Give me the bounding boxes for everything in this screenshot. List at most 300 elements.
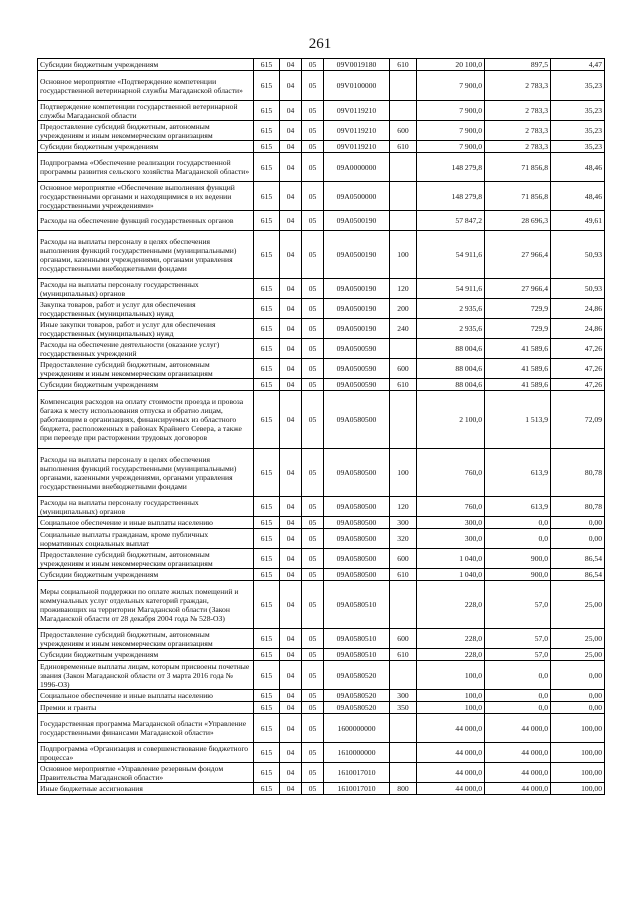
table-row	[38, 101, 605, 121]
row-name: Подпрограмма «Обеспечение реализации государственной программы развития сельского хозяйства Магаданской области»	[38, 153, 254, 182]
row-name: Субсидии бюджетным учреждениям	[38, 569, 254, 581]
target-article-code: 09А0580520	[324, 661, 390, 690]
planned-amount: 54 911,6	[417, 279, 485, 299]
execution-percent: 48,46	[551, 182, 605, 211]
planned-amount: 44 000,0	[417, 783, 485, 795]
planned-amount: 1 040,0	[417, 569, 485, 581]
row-name: Предоставление субсидий бюджетным, автономным учреждениям и иным некоммерческим организациям	[38, 121, 254, 141]
expense-type-code: 610	[390, 379, 417, 391]
row-name: Иные бюджетные ассигнования	[38, 783, 254, 795]
row-name: Основное мероприятие «Обеспечение выполнения функций государственными органами и находящимися в их ведении государственными учреждениями»	[38, 182, 254, 211]
planned-amount: 1 040,0	[417, 549, 485, 569]
section-code: 04	[280, 569, 302, 581]
subsection-code: 05	[302, 101, 324, 121]
expense-type-code: 600	[390, 629, 417, 649]
execution-percent: 35,23	[551, 121, 605, 141]
subsection-code: 05	[302, 497, 324, 517]
planned-amount: 228,0	[417, 649, 485, 661]
expense-type-code: 240	[390, 319, 417, 339]
target-article-code: 09А0580510	[324, 649, 390, 661]
expense-type-code: 610	[390, 649, 417, 661]
row-name: Расходы на обеспечение функций государственных органов	[38, 211, 254, 231]
executed-amount: 27 966,4	[485, 279, 551, 299]
table-row	[38, 449, 605, 497]
execution-percent: 0,00	[551, 702, 605, 714]
subsection-code: 05	[302, 449, 324, 497]
subsection-code: 05	[302, 763, 324, 783]
target-article-code: 09V0119210	[324, 121, 390, 141]
section-code: 04	[280, 279, 302, 299]
executed-amount: 2 783,3	[485, 141, 551, 153]
subsection-code: 05	[302, 391, 324, 449]
execution-percent: 86,54	[551, 549, 605, 569]
row-name: Расходы на обеспечение деятельности (оказание услуг) государственных учреждений	[38, 339, 254, 359]
execution-percent: 24,86	[551, 319, 605, 339]
ministry-code: 615	[254, 783, 280, 795]
subsection-code: 05	[302, 581, 324, 629]
table-row	[38, 714, 605, 743]
executed-amount: 41 589,6	[485, 379, 551, 391]
planned-amount: 100,0	[417, 702, 485, 714]
expense-type-code: 300	[390, 690, 417, 702]
table-row	[38, 182, 605, 211]
executed-amount: 44 000,0	[485, 763, 551, 783]
ministry-code: 615	[254, 71, 280, 101]
row-name: Субсидии бюджетным учреждениям	[38, 379, 254, 391]
ministry-code: 615	[254, 279, 280, 299]
table-row	[38, 153, 605, 182]
subsection-code: 05	[302, 299, 324, 319]
row-name: Предоставление субсидий бюджетным, автономным учреждениям и иным некоммерческим организациям	[38, 629, 254, 649]
row-name: Меры социальной поддержки по оплате жилых помещений и коммунальных услуг отдельных категорий граждан, проживающих на территории Магаданской области (Закон Магаданской области от 28 декабря 2004 года № 528-ОЗ)	[38, 581, 254, 629]
execution-percent: 80,78	[551, 497, 605, 517]
section-code: 04	[280, 517, 302, 529]
row-name: Социальное обеспечение и иные выплаты населению	[38, 517, 254, 529]
target-article-code: 09А0500190	[324, 319, 390, 339]
row-name: Расходы на выплаты персоналу государственных (муниципальных) органов	[38, 279, 254, 299]
execution-percent: 80,78	[551, 449, 605, 497]
target-article-code: 09А0580500	[324, 549, 390, 569]
table-row	[38, 391, 605, 449]
target-article-code: 09А0580510	[324, 581, 390, 629]
execution-percent: 47,26	[551, 379, 605, 391]
row-name: Расходы на выплаты персоналу в целях обеспечения выполнения функций государственными (муниципальными) органами, казенными учреждениями, органами управления государственными внебюджетными фондами	[38, 449, 254, 497]
planned-amount: 44 000,0	[417, 743, 485, 763]
executed-amount: 44 000,0	[485, 743, 551, 763]
table-row	[38, 529, 605, 549]
table-row	[38, 71, 605, 101]
expense-type-code: 600	[390, 359, 417, 379]
section-code: 04	[280, 649, 302, 661]
planned-amount: 148 279,8	[417, 182, 485, 211]
ministry-code: 615	[254, 743, 280, 763]
executed-amount: 0,0	[485, 661, 551, 690]
ministry-code: 615	[254, 690, 280, 702]
executed-amount: 0,0	[485, 690, 551, 702]
row-name: Субсидии бюджетным учреждениям	[38, 59, 254, 71]
row-name: Премии и гранты	[38, 702, 254, 714]
subsection-code: 05	[302, 339, 324, 359]
expense-type-code	[390, 71, 417, 101]
table-row	[38, 702, 605, 714]
ministry-code: 615	[254, 59, 280, 71]
ministry-code: 615	[254, 231, 280, 279]
table-row	[38, 517, 605, 529]
section-code: 04	[280, 211, 302, 231]
execution-percent: 50,93	[551, 279, 605, 299]
planned-amount: 228,0	[417, 629, 485, 649]
target-article-code: 1610000000	[324, 743, 390, 763]
expense-type-code: 120	[390, 279, 417, 299]
table-row	[38, 690, 605, 702]
table-row	[38, 649, 605, 661]
expense-type-code	[390, 763, 417, 783]
target-article-code: 09А0580500	[324, 529, 390, 549]
target-article-code: 09А0580500	[324, 569, 390, 581]
table-row	[38, 379, 605, 391]
section-code: 04	[280, 581, 302, 629]
table-row	[38, 339, 605, 359]
executed-amount: 0,0	[485, 702, 551, 714]
planned-amount: 7 900,0	[417, 101, 485, 121]
executed-amount: 900,0	[485, 569, 551, 581]
section-code: 04	[280, 743, 302, 763]
planned-amount: 760,0	[417, 497, 485, 517]
section-code: 04	[280, 299, 302, 319]
row-name: Предоставление субсидий бюджетным, автономным учреждениям и иным некоммерческим организациям	[38, 549, 254, 569]
section-code: 04	[280, 182, 302, 211]
planned-amount: 228,0	[417, 581, 485, 629]
target-article-code: 09А0580500	[324, 517, 390, 529]
section-code: 04	[280, 359, 302, 379]
execution-percent: 100,00	[551, 763, 605, 783]
expense-type-code: 610	[390, 569, 417, 581]
planned-amount: 54 911,6	[417, 231, 485, 279]
ministry-code: 615	[254, 549, 280, 569]
ministry-code: 615	[254, 182, 280, 211]
executed-amount: 897,5	[485, 59, 551, 71]
ministry-code: 615	[254, 517, 280, 529]
subsection-code: 05	[302, 319, 324, 339]
budget-table	[37, 58, 605, 795]
row-name: Закупка товаров, работ и услуг для обеспечения государственных (муниципальных) нужд	[38, 299, 254, 319]
ministry-code: 615	[254, 141, 280, 153]
section-code: 04	[280, 549, 302, 569]
planned-amount: 760,0	[417, 449, 485, 497]
row-name: Подпрограмма «Организация и совершенствование бюджетного процесса»	[38, 743, 254, 763]
execution-percent: 50,93	[551, 231, 605, 279]
subsection-code: 05	[302, 783, 324, 795]
ministry-code: 615	[254, 121, 280, 141]
ministry-code: 615	[254, 569, 280, 581]
subsection-code: 05	[302, 121, 324, 141]
ministry-code: 615	[254, 339, 280, 359]
table-row	[38, 743, 605, 763]
subsection-code: 05	[302, 714, 324, 743]
expense-type-code: 600	[390, 549, 417, 569]
table-row	[38, 359, 605, 379]
subsection-code: 05	[302, 211, 324, 231]
subsection-code: 05	[302, 141, 324, 153]
expense-type-code: 120	[390, 497, 417, 517]
planned-amount: 20 100,0	[417, 59, 485, 71]
execution-percent: 35,23	[551, 71, 605, 101]
execution-percent: 86,54	[551, 569, 605, 581]
expense-type-code: 320	[390, 529, 417, 549]
ministry-code: 615	[254, 299, 280, 319]
target-article-code: 09А0580500	[324, 449, 390, 497]
table-row	[38, 121, 605, 141]
section-code: 04	[280, 101, 302, 121]
executed-amount: 613,9	[485, 449, 551, 497]
planned-amount: 300,0	[417, 529, 485, 549]
row-name: Основное мероприятие «Подтверждение компетенции государственной ветеринарной службы Магаданской области»	[38, 71, 254, 101]
target-article-code: 09А0500190	[324, 279, 390, 299]
executed-amount: 71 856,8	[485, 153, 551, 182]
table-row	[38, 319, 605, 339]
ministry-code: 615	[254, 714, 280, 743]
execution-percent: 25,00	[551, 581, 605, 629]
expense-type-code	[390, 211, 417, 231]
row-name: Основное мероприятие «Управление резервным фондом Правительства Магаданской области»	[38, 763, 254, 783]
subsection-code: 05	[302, 71, 324, 101]
section-code: 04	[280, 391, 302, 449]
executed-amount: 41 589,6	[485, 339, 551, 359]
executed-amount: 2 783,3	[485, 121, 551, 141]
executed-amount: 0,0	[485, 529, 551, 549]
executed-amount: 0,0	[485, 517, 551, 529]
subsection-code: 05	[302, 702, 324, 714]
target-article-code: 09А0580500	[324, 391, 390, 449]
ministry-code: 615	[254, 211, 280, 231]
ministry-code: 615	[254, 529, 280, 549]
executed-amount: 44 000,0	[485, 783, 551, 795]
row-name: Иные закупки товаров, работ и услуг для обеспечения государственных (муниципальных) нужд	[38, 319, 254, 339]
target-article-code: 09А0500590	[324, 359, 390, 379]
planned-amount: 57 847,2	[417, 211, 485, 231]
execution-percent: 35,23	[551, 141, 605, 153]
section-code: 04	[280, 763, 302, 783]
ministry-code: 615	[254, 449, 280, 497]
section-code: 04	[280, 702, 302, 714]
section-code: 04	[280, 690, 302, 702]
executed-amount: 44 000,0	[485, 714, 551, 743]
subsection-code: 05	[302, 153, 324, 182]
table-row	[38, 581, 605, 629]
subsection-code: 05	[302, 629, 324, 649]
executed-amount: 2 783,3	[485, 71, 551, 101]
section-code: 04	[280, 71, 302, 101]
target-article-code: 09А0500000	[324, 182, 390, 211]
table-row	[38, 279, 605, 299]
table-row	[38, 497, 605, 517]
executed-amount: 729,9	[485, 299, 551, 319]
subsection-code: 05	[302, 231, 324, 279]
table-row	[38, 549, 605, 569]
row-name: Расходы на выплаты персоналу в целях обеспечения выполнения функций государственными (муниципальными) органами, казенными учреждениями, органами управления государственными внебюджетными фондами	[38, 231, 254, 279]
subsection-code: 05	[302, 279, 324, 299]
section-code: 04	[280, 59, 302, 71]
expense-type-code: 300	[390, 517, 417, 529]
planned-amount: 7 900,0	[417, 121, 485, 141]
ministry-code: 615	[254, 661, 280, 690]
planned-amount: 300,0	[417, 517, 485, 529]
subsection-code: 05	[302, 379, 324, 391]
expense-type-code: 100	[390, 231, 417, 279]
target-article-code: 1600000000	[324, 714, 390, 743]
row-name: Подтверждение компетенции государственной ветеринарной службы Магаданской области	[38, 101, 254, 121]
planned-amount: 7 900,0	[417, 71, 485, 101]
target-article-code: 09А0580510	[324, 629, 390, 649]
subsection-code: 05	[302, 743, 324, 763]
target-article-code: 09V0100000	[324, 71, 390, 101]
executed-amount: 613,9	[485, 497, 551, 517]
target-article-code: 09А0500190	[324, 299, 390, 319]
target-article-code: 09А0580520	[324, 702, 390, 714]
expense-type-code: 610	[390, 59, 417, 71]
expense-type-code	[390, 101, 417, 121]
execution-percent: 48,46	[551, 153, 605, 182]
expense-type-code: 600	[390, 121, 417, 141]
subsection-code: 05	[302, 59, 324, 71]
row-name: Единовременные выплаты лицам, которым присвоены почетные звания (Закон Магаданской области от 3 марта 2016 года № 1996-ОЗ)	[38, 661, 254, 690]
row-name: Предоставление субсидий бюджетным, автономным учреждениям и иным некоммерческим организациям	[38, 359, 254, 379]
ministry-code: 615	[254, 649, 280, 661]
expense-type-code	[390, 339, 417, 359]
table-row	[38, 299, 605, 319]
target-article-code: 1610017010	[324, 783, 390, 795]
planned-amount: 2 935,6	[417, 319, 485, 339]
execution-percent: 35,23	[551, 101, 605, 121]
target-article-code: 09А0500590	[324, 339, 390, 359]
execution-percent: 0,00	[551, 529, 605, 549]
section-code: 04	[280, 661, 302, 690]
planned-amount: 88 004,6	[417, 339, 485, 359]
target-article-code: 09А0000000	[324, 153, 390, 182]
execution-percent: 0,00	[551, 690, 605, 702]
row-name: Субсидии бюджетным учреждениям	[38, 649, 254, 661]
subsection-code: 05	[302, 359, 324, 379]
row-name: Социальные выплаты гражданам, кроме публичных нормативных социальных выплат	[38, 529, 254, 549]
subsection-code: 05	[302, 569, 324, 581]
executed-amount: 2 783,3	[485, 101, 551, 121]
expense-type-code: 800	[390, 783, 417, 795]
row-name: Компенсация расходов на оплату стоимости проезда и провоза багажа к месту использования отпуска и обратно лицам, работающим в организациях, финансируемых из областного бюджета, расположенных в районах Крайнего Севера, а также при переезде при расторжении трудовых договоров	[38, 391, 254, 449]
section-code: 04	[280, 714, 302, 743]
execution-percent: 47,26	[551, 339, 605, 359]
ministry-code: 615	[254, 581, 280, 629]
expense-type-code	[390, 743, 417, 763]
execution-percent: 0,00	[551, 661, 605, 690]
subsection-code: 05	[302, 182, 324, 211]
table-row	[38, 629, 605, 649]
subsection-code: 05	[302, 690, 324, 702]
planned-amount: 88 004,6	[417, 359, 485, 379]
planned-amount: 44 000,0	[417, 763, 485, 783]
execution-percent: 0,00	[551, 517, 605, 529]
section-code: 04	[280, 121, 302, 141]
section-code: 04	[280, 339, 302, 359]
execution-percent: 25,00	[551, 649, 605, 661]
execution-percent: 49,61	[551, 211, 605, 231]
planned-amount: 2 935,6	[417, 299, 485, 319]
ministry-code: 615	[254, 763, 280, 783]
table-row	[38, 141, 605, 153]
table-row	[38, 783, 605, 795]
target-article-code: 1610017010	[324, 763, 390, 783]
section-code: 04	[280, 497, 302, 517]
executed-amount: 71 856,8	[485, 182, 551, 211]
ministry-code: 615	[254, 359, 280, 379]
section-code: 04	[280, 141, 302, 153]
execution-percent: 47,26	[551, 359, 605, 379]
execution-percent: 72,09	[551, 391, 605, 449]
ministry-code: 615	[254, 391, 280, 449]
row-name: Расходы на выплаты персоналу государственных (муниципальных) органов	[38, 497, 254, 517]
section-code: 04	[280, 783, 302, 795]
subsection-code: 05	[302, 549, 324, 569]
row-name: Государственная программа Магаданской области «Управление государственными финансами Магаданской области»	[38, 714, 254, 743]
expense-type-code: 200	[390, 299, 417, 319]
expense-type-code	[390, 581, 417, 629]
section-code: 04	[280, 319, 302, 339]
target-article-code: 09А0580500	[324, 497, 390, 517]
expense-type-code: 350	[390, 702, 417, 714]
execution-percent: 100,00	[551, 743, 605, 763]
executed-amount: 57,0	[485, 649, 551, 661]
table-row	[38, 211, 605, 231]
executed-amount: 57,0	[485, 629, 551, 649]
planned-amount: 100,0	[417, 661, 485, 690]
expense-type-code	[390, 153, 417, 182]
row-name: Субсидии бюджетным учреждениям	[38, 141, 254, 153]
executed-amount: 900,0	[485, 549, 551, 569]
expense-type-code	[390, 714, 417, 743]
target-article-code: 09V0119210	[324, 101, 390, 121]
section-code: 04	[280, 529, 302, 549]
execution-percent: 25,00	[551, 629, 605, 649]
expense-type-code	[390, 391, 417, 449]
table-row	[38, 231, 605, 279]
ministry-code: 615	[254, 497, 280, 517]
expense-type-code	[390, 182, 417, 211]
subsection-code: 05	[302, 649, 324, 661]
ministry-code: 615	[254, 379, 280, 391]
section-code: 04	[280, 153, 302, 182]
expense-type-code: 100	[390, 449, 417, 497]
executed-amount: 27 966,4	[485, 231, 551, 279]
target-article-code: 09А0500590	[324, 379, 390, 391]
page-number: 261	[308, 36, 332, 52]
executed-amount: 28 696,3	[485, 211, 551, 231]
planned-amount: 7 900,0	[417, 141, 485, 153]
executed-amount: 57,0	[485, 581, 551, 629]
section-code: 04	[280, 231, 302, 279]
table-row	[38, 59, 605, 71]
section-code: 04	[280, 379, 302, 391]
execution-percent: 24,86	[551, 299, 605, 319]
target-article-code: 09А0500190	[324, 211, 390, 231]
ministry-code: 615	[254, 101, 280, 121]
target-article-code: 09V0119210	[324, 141, 390, 153]
execution-percent: 100,00	[551, 783, 605, 795]
planned-amount: 2 100,0	[417, 391, 485, 449]
executed-amount: 729,9	[485, 319, 551, 339]
ministry-code: 615	[254, 319, 280, 339]
ministry-code: 615	[254, 629, 280, 649]
expense-type-code: 610	[390, 141, 417, 153]
table-row	[38, 661, 605, 690]
